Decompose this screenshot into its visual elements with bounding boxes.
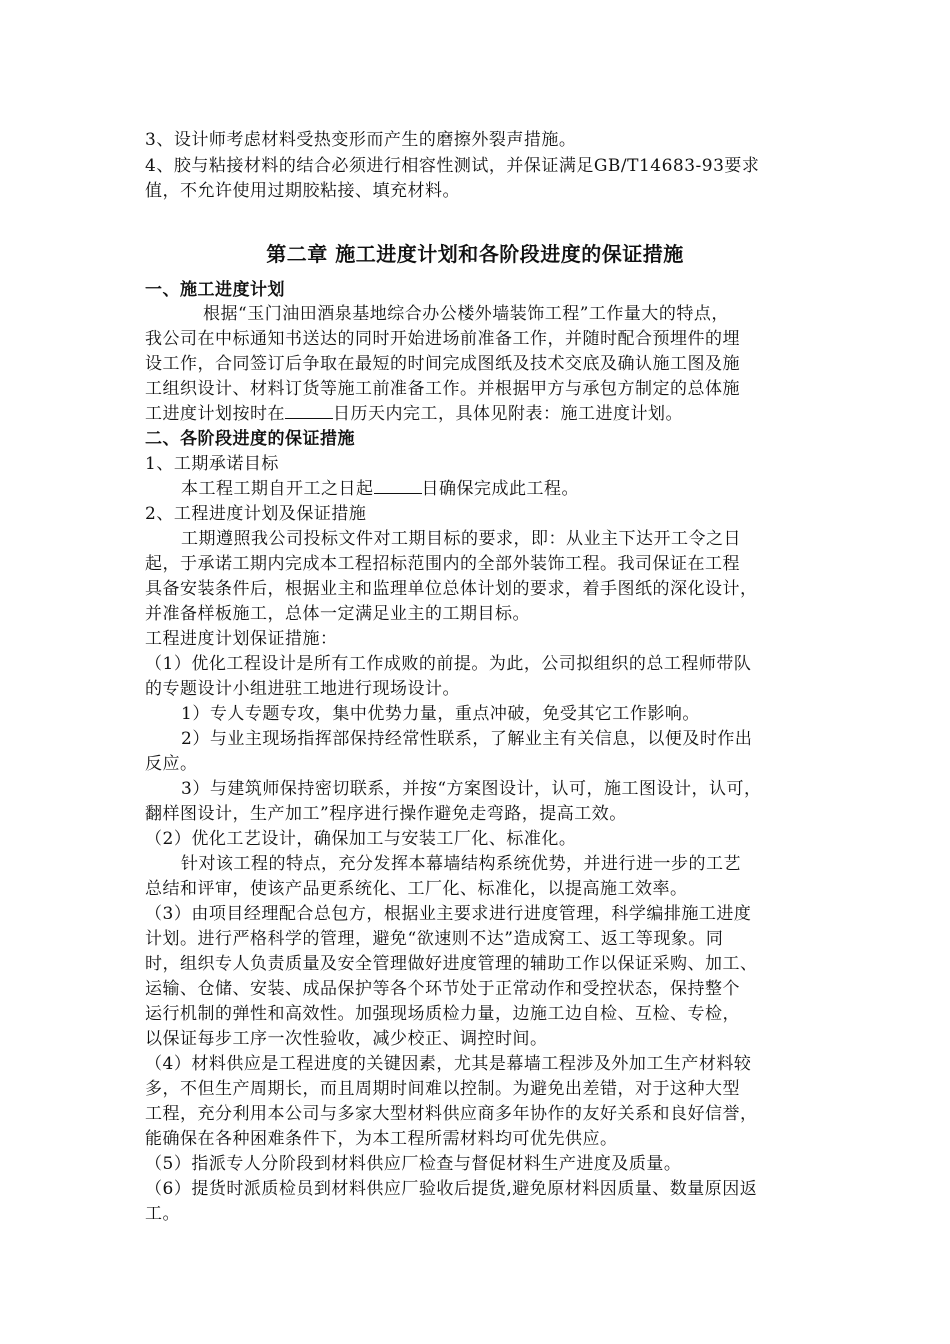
paragraph-line: 值，不允许使用过期胶粘接、填充材料。 xyxy=(145,181,460,201)
paragraph-line: 设工作，合同签订后争取在最短的时间完成图纸及技术交底及确认施工图及施 xyxy=(145,354,740,374)
paragraph-line: 计划。进行严格科学的管理，避免“欲速则不达”造成窝工、返工等现象。同 xyxy=(145,929,724,949)
paragraph-line: （2）优化工艺设计，确保加工与安装工厂化、标准化。 xyxy=(145,829,577,849)
paragraph-line: 的专题设计小组进驻工地进行现场设计。 xyxy=(145,679,460,699)
paragraph-line: 翻样图设计，生产加工”程序进行操作避免走弯路，提高工效。 xyxy=(145,804,627,824)
paragraph-line: （6）提货时派质检员到材料供应厂验收后提货,避免原材料因质量、数量原因返 xyxy=(145,1179,758,1199)
paragraph-line: 工组织设计、材料订货等施工前准备工作。并根据甲方与承包方制定的总体施 xyxy=(145,379,740,399)
section-heading: 一、施工进度计划 xyxy=(145,280,285,300)
paragraph-line: 工期遵照我公司投标文件对工期目标的要求，即：从业主下达开工令之日 xyxy=(181,529,741,549)
paragraph-line: 运行机制的弹性和高效性。加强现场质检力量，边施工边自检、互检、专检， xyxy=(145,1004,740,1024)
line-text: 日历天内完工，具体见附表：施工进度计划。 xyxy=(333,404,683,424)
paragraph-line: 以保证每步工序一次性验收，减少校正、调控时间。 xyxy=(145,1029,548,1049)
paragraph-line: 起，于承诺工期内完成本工程招标范围内的全部外装饰工程。我司保证在工程 xyxy=(145,554,740,574)
paragraph-line: 根据“玉门油田酒泉基地综合办公楼外墙装饰工程”工作量大的特点， xyxy=(203,304,729,324)
paragraph-line: （5）指派专人分阶段到材料供应厂检查与督促材料生产进度及质量。 xyxy=(145,1154,682,1174)
paragraph-line: 反应。 xyxy=(145,754,198,774)
paragraph-line: （1）优化工程设计是所有工作成败的前提。为此，公司拟组织的总工程师带队 xyxy=(145,654,752,674)
subsection-title: 1、工期承诺目标 xyxy=(145,454,279,474)
paragraph-line xyxy=(145,402,683,426)
line-text: 本工程工期自开工之日起 xyxy=(181,479,374,499)
paragraph-line: 工程进度计划保证措施： xyxy=(145,629,338,649)
fill-in-blank xyxy=(374,477,422,494)
paragraph-line: 我公司在中标通知书送达的同时开始进场前准备工作，并随时配合预埋件的埋 xyxy=(145,329,740,349)
paragraph-line: 3）与建筑师保持密切联系，并按“方案图设计，认可，施工图设计，认可， xyxy=(181,779,762,799)
fill-in-blank xyxy=(285,402,333,419)
paragraph-line: 1）专人专题专攻，集中优势力量，重点冲破，免受其它工作影响。 xyxy=(181,704,700,724)
paragraph-line xyxy=(181,477,579,501)
subsection-title: 2、工程进度计划及保证措施 xyxy=(145,504,367,524)
paragraph-line: 时，组织专人负责质量及安全管理做好进度管理的辅助工作以保证采购、加工、 xyxy=(145,954,758,974)
paragraph-line: 能确保在各种困难条件下，为本工程所需材料均可优先供应。 xyxy=(145,1129,618,1149)
section-heading: 二、各阶段进度的保证措施 xyxy=(145,429,355,449)
paragraph-line: 2）与业主现场指挥部保持经常性联系，了解业主有关信息，以便及时作出 xyxy=(181,729,753,749)
paragraph-line: 总结和评审，使该产品更系统化、工厂化、标准化，以提高施工效率。 xyxy=(145,879,688,899)
paragraph-line: 多，不但生产周期长，而且周期时间难以控制。为避免出差错，对于这种大型 xyxy=(145,1079,740,1099)
paragraph-line: （3）由项目经理配合总包方，根据业主要求进行进度管理，科学编排施工进度 xyxy=(145,904,752,924)
paragraph-line: 4、胶与粘接材料的结合必须进行相容性测试，并保证满足GB/T14683-93要求 xyxy=(145,156,760,176)
paragraph-line: 针对该工程的特点，充分发挥本幕墙结构系统优势，并进行进一步的工艺 xyxy=(181,854,741,874)
paragraph-line: 3、设计师考虑材料受热变形而产生的磨擦外裂声措施。 xyxy=(145,130,577,150)
chapter-title: 第二章 施工进度计划和各阶段进度的保证措施 xyxy=(266,242,684,266)
paragraph-line: 并准备样板施工，总体一定满足业主的工期目标。 xyxy=(145,604,530,624)
paragraph-line: 运输、仓储、安装、成品保护等各个环节处于正常动作和受控状态，保持整个 xyxy=(145,979,740,999)
paragraph-line: 工。 xyxy=(145,1204,180,1224)
paragraph-line: （4）材料供应是工程进度的关键因素，尤其是幕墙工程涉及外加工生产材料较 xyxy=(145,1054,752,1074)
paragraph-line: 工程，充分利用本公司与多家大型材料供应商多年协作的友好关系和良好信誉， xyxy=(145,1104,758,1124)
line-text: 日确保完成此工程。 xyxy=(421,479,579,499)
paragraph-line: 具备安装条件后，根据业主和监理单位总体计划的要求，着手图纸的深化设计， xyxy=(145,579,758,599)
line-text: 工进度计划按时在 xyxy=(145,404,285,424)
